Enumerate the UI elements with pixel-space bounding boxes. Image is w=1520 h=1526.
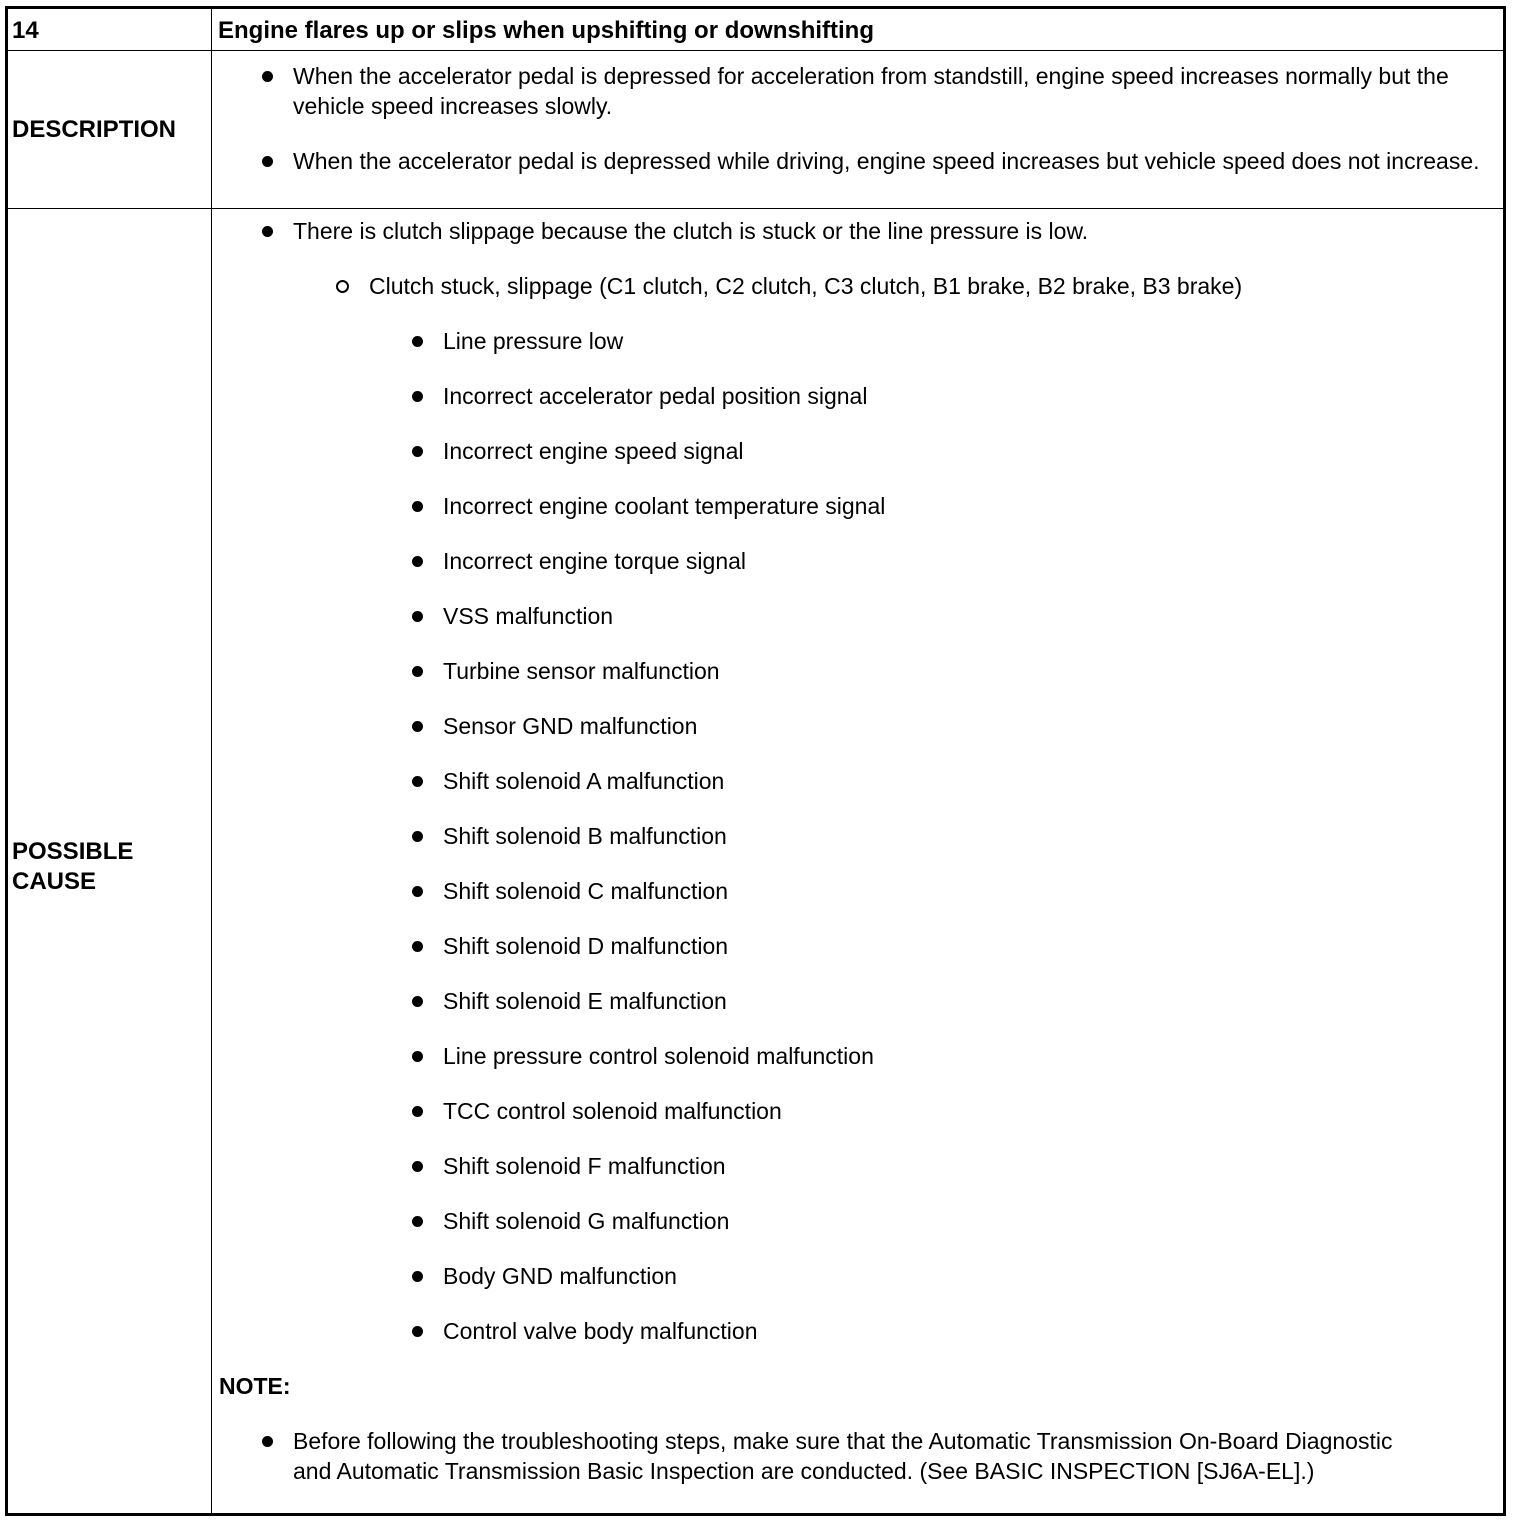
troubleshooting-table <box>5 6 1506 1516</box>
cause-list-text: Shift solenoid F malfunction <box>443 1153 726 1179</box>
column-divider <box>211 9 212 50</box>
bullet-icon <box>262 226 273 237</box>
possible-cause-row <box>8 209 1503 1516</box>
possible-cause-label: POSSIBLE CAUSE <box>12 838 134 895</box>
cause-list-text: Turbine sensor malfunction <box>443 658 720 684</box>
bullet-icon <box>412 1106 423 1117</box>
cause-list-text: Sensor GND malfunction <box>443 713 698 739</box>
cause-list-text: Incorrect engine torque signal <box>443 548 747 574</box>
bullet-icon <box>412 776 423 787</box>
column-divider <box>211 209 212 1516</box>
note-text: Before following the troubleshooting steps, make sure that the Automatic Transmission On-Board Diagnostic and Automatic Transmission Basic Inspection are conducted. (See BASIC INSPECTION [SJ6A-EL].) <box>293 1428 1393 1484</box>
cause-list-text: Line pressure control solenoid malfunction <box>443 1043 874 1069</box>
cause-list-text: Shift solenoid G malfunction <box>443 1208 730 1234</box>
description-text: When the accelerator pedal is depressed while driving, engine speed increases but vehicle speed does not increase. <box>293 148 1480 174</box>
bullet-icon <box>412 1161 423 1172</box>
bullet-icon <box>412 1271 423 1282</box>
description-row <box>8 51 1503 209</box>
cause-list-text: Shift solenoid D malfunction <box>443 933 729 959</box>
bullet-icon <box>412 886 423 897</box>
bullet-icon <box>412 1051 423 1062</box>
description-text: When the accelerator pedal is depressed for acceleration from standstill, engine speed increases normally but the vehicle speed increases slowly. <box>293 63 1449 119</box>
cause-list-text: TCC control solenoid malfunction <box>443 1098 782 1124</box>
cause-list-text: Incorrect engine coolant temperature signal <box>443 493 886 519</box>
cause-main-text: There is clutch slippage because the clutch is stuck or the line pressure is low. <box>293 218 1089 244</box>
item-number: 14 <box>12 17 39 44</box>
cause-list-text: Line pressure low <box>443 328 624 354</box>
bullet-icon <box>262 156 273 167</box>
bullet-icon <box>412 996 423 1007</box>
column-divider <box>211 51 212 208</box>
hollow-bullet-icon <box>336 280 349 293</box>
note-label: NOTE: <box>219 1373 291 1399</box>
bullet-icon <box>412 446 423 457</box>
cause-list-text: VSS malfunction <box>443 603 614 629</box>
table-header-row <box>8 9 1503 51</box>
bullet-icon <box>262 71 273 82</box>
description-label: DESCRIPTION <box>12 116 177 143</box>
cause-list-text: Shift solenoid E malfunction <box>443 988 727 1014</box>
bullet-icon <box>412 391 423 402</box>
cause-list-text: Shift solenoid C malfunction <box>443 878 729 904</box>
cause-list-text: Shift solenoid A malfunction <box>443 768 725 794</box>
bullet-icon <box>262 1436 273 1447</box>
cause-list-text: Body GND malfunction <box>443 1263 677 1289</box>
bullet-icon <box>412 831 423 842</box>
symptom-title: Engine flares up or slips when upshifting or downshifting <box>218 17 875 44</box>
bullet-icon <box>412 556 423 567</box>
bullet-icon <box>412 941 423 952</box>
bullet-icon <box>412 336 423 347</box>
bullet-icon <box>412 721 423 732</box>
bullet-icon <box>412 1326 423 1337</box>
bullet-icon <box>412 1216 423 1227</box>
bullet-icon <box>412 611 423 622</box>
cause-sub-text: Clutch stuck, slippage (C1 clutch, C2 clutch, C3 clutch, B1 brake, B2 brake, B3 brake) <box>369 273 1243 299</box>
bullet-icon <box>412 501 423 512</box>
cause-list-text: Control valve body malfunction <box>443 1318 758 1344</box>
cause-list-text: Incorrect engine speed signal <box>443 438 744 464</box>
cause-list-text: Incorrect accelerator pedal position signal <box>443 383 868 409</box>
bullet-icon <box>412 666 423 677</box>
cause-list-text: Shift solenoid B malfunction <box>443 823 727 849</box>
